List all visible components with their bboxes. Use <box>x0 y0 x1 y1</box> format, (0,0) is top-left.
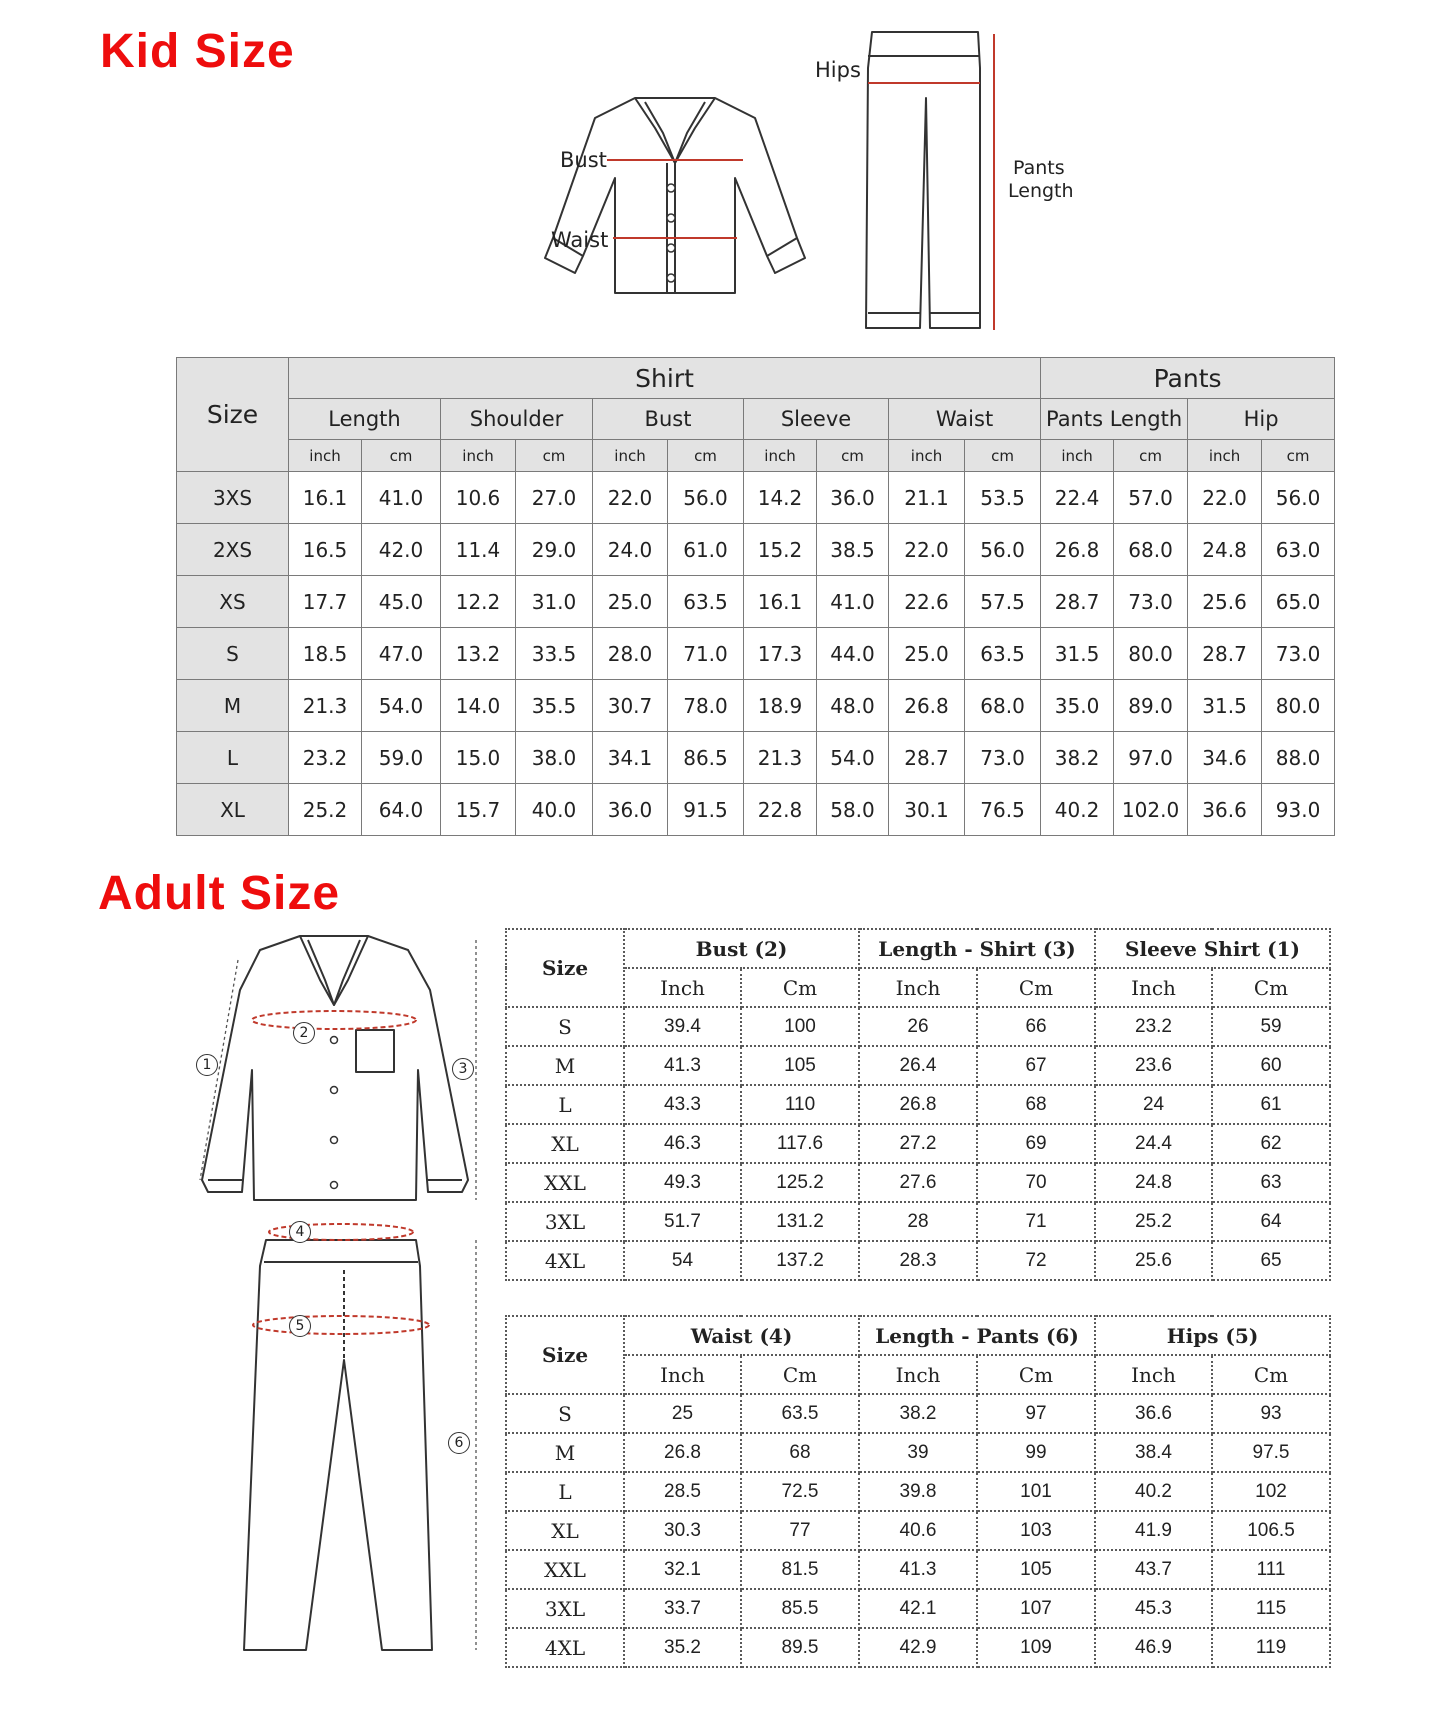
table-row <box>506 1472 1330 1511</box>
kid-value-cell: 73.0 <box>1114 576 1188 628</box>
adult-size-cell: XXL <box>506 1550 624 1589</box>
kid-value-cell: 22.4 <box>1041 472 1114 524</box>
adult-value-cell: 97.5 <box>1212 1433 1330 1472</box>
adult-unit-inch: Inch <box>859 968 977 1007</box>
adult-size-cell: S <box>506 1394 624 1433</box>
adult-unit-inch: Inch <box>624 968 741 1007</box>
kid-value-cell: 17.3 <box>744 628 817 680</box>
pajama-set-illustration-icon <box>180 930 490 1670</box>
adult-size-cell: 3XL <box>506 1202 624 1241</box>
table-row <box>177 732 1335 784</box>
adult-value-cell: 46.9 <box>1095 1628 1212 1667</box>
kid-value-cell: 17.7 <box>289 576 362 628</box>
kid-value-cell: 42.0 <box>362 524 441 576</box>
adult-shirt-size-table <box>505 928 1331 1281</box>
kid-unit-cm: cm <box>668 440 744 472</box>
kid-unit-inch: inch <box>744 440 817 472</box>
adult-unit-inch: Inch <box>624 1355 741 1394</box>
adult-value-cell: 89.5 <box>741 1628 859 1667</box>
kid-value-cell: 89.0 <box>1114 680 1188 732</box>
adult-value-cell: 119 <box>1212 1628 1330 1667</box>
kid-value-cell: 58.0 <box>817 784 889 836</box>
kid-value-cell: 53.5 <box>965 472 1041 524</box>
table-row <box>177 524 1335 576</box>
adult-unit-cm: Cm <box>741 968 859 1007</box>
kid-value-cell: 91.5 <box>668 784 744 836</box>
kid-value-cell: 41.0 <box>362 472 441 524</box>
kid-pants-length-label-line1: Pants <box>1013 157 1065 179</box>
kid-unit-cm: cm <box>1262 440 1335 472</box>
adult-col-bust: Bust (2) <box>624 929 859 968</box>
table-row <box>177 680 1335 732</box>
kid-value-cell: 33.5 <box>516 628 593 680</box>
kid-value-cell: 93.0 <box>1262 784 1335 836</box>
kid-waist-label: Waist <box>551 228 609 252</box>
adult-value-cell: 40.2 <box>1095 1472 1212 1511</box>
kid-value-cell: 71.0 <box>668 628 744 680</box>
kid-unit-inch: inch <box>1041 440 1114 472</box>
adult-value-cell: 81.5 <box>741 1550 859 1589</box>
marker-6-icon: 6 <box>448 1432 470 1454</box>
kid-value-cell: 76.5 <box>965 784 1041 836</box>
table-row <box>506 1550 1330 1589</box>
kid-value-cell: 30.7 <box>593 680 668 732</box>
kid-value-cell: 24.0 <box>593 524 668 576</box>
adult-value-cell: 93 <box>1212 1394 1330 1433</box>
adult-col-sleeve-shirt: Sleeve Shirt (1) <box>1095 929 1330 968</box>
kid-unit-inch: inch <box>289 440 362 472</box>
adult-value-cell: 35.2 <box>624 1628 741 1667</box>
shirt-illustration-icon <box>535 88 815 298</box>
kid-value-cell: 40.2 <box>1041 784 1114 836</box>
table-row <box>506 1163 1330 1202</box>
adult-size-cell: XXL <box>506 1163 624 1202</box>
table-row <box>506 1007 1330 1046</box>
kid-value-cell: 14.2 <box>744 472 817 524</box>
kid-value-cell: 45.0 <box>362 576 441 628</box>
adult-value-cell: 42.1 <box>859 1589 977 1628</box>
kid-value-cell: 16.1 <box>289 472 362 524</box>
adult-value-cell: 102 <box>1212 1472 1330 1511</box>
kid-value-cell: 22.0 <box>1188 472 1262 524</box>
kid-value-cell: 86.5 <box>668 732 744 784</box>
kid-value-cell: 21.3 <box>744 732 817 784</box>
kid-value-cell: 13.2 <box>441 628 516 680</box>
kid-value-cell: 68.0 <box>965 680 1041 732</box>
adult-value-cell: 28.5 <box>624 1472 741 1511</box>
kid-unit-inch: inch <box>1188 440 1262 472</box>
table-row <box>177 472 1335 524</box>
adult-value-cell: 30.3 <box>624 1511 741 1550</box>
adult-value-cell: 36.6 <box>1095 1394 1212 1433</box>
adult-value-cell: 28 <box>859 1202 977 1241</box>
adult-value-cell: 101 <box>977 1472 1095 1511</box>
kid-size-cell: XL <box>177 784 289 836</box>
kid-unit-cm: cm <box>965 440 1041 472</box>
kid-unit-cm: cm <box>817 440 889 472</box>
kid-size-title: Kid Size <box>100 25 295 78</box>
table-row <box>506 1202 1330 1241</box>
kid-value-cell: 22.0 <box>889 524 965 576</box>
kid-value-cell: 25.6 <box>1188 576 1262 628</box>
kid-col-length: Length <box>289 399 441 440</box>
adult-value-cell: 97 <box>977 1394 1095 1433</box>
adult-value-cell: 28.3 <box>859 1241 977 1280</box>
table-row <box>506 1124 1330 1163</box>
adult-value-cell: 64 <box>1212 1202 1330 1241</box>
kid-value-cell: 63.5 <box>668 576 744 628</box>
adult-value-cell: 41.3 <box>624 1046 741 1085</box>
kid-value-cell: 22.0 <box>593 472 668 524</box>
adult-value-cell: 70 <box>977 1163 1095 1202</box>
kid-value-cell: 28.0 <box>593 628 668 680</box>
adult-size-cell: S <box>506 1007 624 1046</box>
kid-value-cell: 21.1 <box>889 472 965 524</box>
kid-value-cell: 36.0 <box>593 784 668 836</box>
adult-unit-cm: Cm <box>977 968 1095 1007</box>
table-row <box>506 1628 1330 1667</box>
kid-value-cell: 38.5 <box>817 524 889 576</box>
kid-value-cell: 54.0 <box>362 680 441 732</box>
adult-value-cell: 67 <box>977 1046 1095 1085</box>
kid-value-cell: 57.0 <box>1114 472 1188 524</box>
kid-value-cell: 15.2 <box>744 524 817 576</box>
table-row <box>506 1085 1330 1124</box>
kid-value-cell: 63.5 <box>965 628 1041 680</box>
adult-value-cell: 105 <box>741 1046 859 1085</box>
kid-pants-diagram <box>860 28 1010 340</box>
adult-value-cell: 27.2 <box>859 1124 977 1163</box>
kid-value-cell: 61.0 <box>668 524 744 576</box>
adult-value-cell: 65 <box>1212 1241 1330 1280</box>
adult-value-cell: 41.3 <box>859 1550 977 1589</box>
table-row <box>506 1511 1330 1550</box>
kid-size-cell: L <box>177 732 289 784</box>
adult-value-cell: 105 <box>977 1550 1095 1589</box>
adult-value-cell: 45.3 <box>1095 1589 1212 1628</box>
kid-value-cell: 40.0 <box>516 784 593 836</box>
kid-value-cell: 15.0 <box>441 732 516 784</box>
kid-pants-group-header: Pants <box>1041 358 1335 399</box>
adult-value-cell: 51.7 <box>624 1202 741 1241</box>
adult-size-cell: XL <box>506 1124 624 1163</box>
adult-value-cell: 131.2 <box>741 1202 859 1241</box>
adult-col-waist: Waist (4) <box>624 1316 859 1355</box>
adult-value-cell: 24 <box>1095 1085 1212 1124</box>
table-row <box>506 1589 1330 1628</box>
adult-value-cell: 109 <box>977 1628 1095 1667</box>
kid-size-header: Size <box>177 358 289 472</box>
adult-value-cell: 125.2 <box>741 1163 859 1202</box>
kid-size-cell: 2XS <box>177 524 289 576</box>
adult-value-cell: 66 <box>977 1007 1095 1046</box>
kid-value-cell: 97.0 <box>1114 732 1188 784</box>
kid-col-bust: Bust <box>593 399 744 440</box>
kid-value-cell: 29.0 <box>516 524 593 576</box>
table-row <box>177 576 1335 628</box>
kid-value-cell: 44.0 <box>817 628 889 680</box>
adult-value-cell: 106.5 <box>1212 1511 1330 1550</box>
kid-value-cell: 12.2 <box>441 576 516 628</box>
kid-value-cell: 15.7 <box>441 784 516 836</box>
table-row <box>177 628 1335 680</box>
kid-col-hip: Hip <box>1188 399 1335 440</box>
kid-value-cell: 54.0 <box>817 732 889 784</box>
kid-value-cell: 23.2 <box>289 732 362 784</box>
adult-value-cell: 85.5 <box>741 1589 859 1628</box>
kid-unit-cm: cm <box>362 440 441 472</box>
kid-shirt-diagram <box>535 88 815 298</box>
kid-unit-inch: inch <box>889 440 965 472</box>
kid-value-cell: 68.0 <box>1114 524 1188 576</box>
adult-value-cell: 26.8 <box>859 1085 977 1124</box>
kid-value-cell: 65.0 <box>1262 576 1335 628</box>
marker-5-icon: 5 <box>289 1315 311 1337</box>
kid-value-cell: 35.0 <box>1041 680 1114 732</box>
kid-unit-cm: cm <box>1114 440 1188 472</box>
kid-value-cell: 73.0 <box>1262 628 1335 680</box>
kid-value-cell: 36.6 <box>1188 784 1262 836</box>
marker-1-icon: 1 <box>196 1054 218 1076</box>
kid-size-cell: 3XS <box>177 472 289 524</box>
adult-size-cell: 3XL <box>506 1589 624 1628</box>
kid-value-cell: 22.6 <box>889 576 965 628</box>
adult-value-cell: 60 <box>1212 1046 1330 1085</box>
adult-value-cell: 77 <box>741 1511 859 1550</box>
adult-pajama-diagram <box>180 930 490 1670</box>
kid-value-cell: 88.0 <box>1262 732 1335 784</box>
adult-col-length-pants: Length - Pants (6) <box>859 1316 1095 1355</box>
kid-value-cell: 25.0 <box>889 628 965 680</box>
adult-value-cell: 43.7 <box>1095 1550 1212 1589</box>
kid-value-cell: 47.0 <box>362 628 441 680</box>
kid-value-cell: 22.8 <box>744 784 817 836</box>
adult-value-cell: 99 <box>977 1433 1095 1472</box>
adult-value-cell: 59 <box>1212 1007 1330 1046</box>
kid-bust-label: Bust <box>560 148 607 172</box>
adult-value-cell: 61 <box>1212 1085 1330 1124</box>
adult-value-cell: 38.4 <box>1095 1433 1212 1472</box>
table-row <box>177 784 1335 836</box>
kid-value-cell: 56.0 <box>668 472 744 524</box>
kid-value-cell: 18.9 <box>744 680 817 732</box>
kid-value-cell: 28.7 <box>889 732 965 784</box>
adult-size-cell: M <box>506 1046 624 1085</box>
kid-col-shoulder: Shoulder <box>441 399 593 440</box>
adult-unit-cm: Cm <box>1212 968 1330 1007</box>
adult-value-cell: 42.9 <box>859 1628 977 1667</box>
adult-value-cell: 63 <box>1212 1163 1330 1202</box>
adult-value-cell: 33.7 <box>624 1589 741 1628</box>
adult-col-hips: Hips (5) <box>1095 1316 1330 1355</box>
kid-value-cell: 10.6 <box>441 472 516 524</box>
adult-value-cell: 62 <box>1212 1124 1330 1163</box>
adult-value-cell: 25 <box>624 1394 741 1433</box>
adult-value-cell: 69 <box>977 1124 1095 1163</box>
adult-value-cell: 39.8 <box>859 1472 977 1511</box>
adult-value-cell: 111 <box>1212 1550 1330 1589</box>
adult-unit-inch: Inch <box>859 1355 977 1394</box>
table-row <box>506 1241 1330 1280</box>
kid-value-cell: 31.5 <box>1188 680 1262 732</box>
adult-size-header: Size <box>506 1316 624 1394</box>
kid-value-cell: 14.0 <box>441 680 516 732</box>
kid-value-cell: 36.0 <box>817 472 889 524</box>
adult-value-cell: 32.1 <box>624 1550 741 1589</box>
adult-size-cell: L <box>506 1085 624 1124</box>
kid-value-cell: 102.0 <box>1114 784 1188 836</box>
kid-value-cell: 56.0 <box>965 524 1041 576</box>
adult-pants-size-table <box>505 1315 1331 1668</box>
adult-value-cell: 137.2 <box>741 1241 859 1280</box>
adult-unit-cm: Cm <box>977 1355 1095 1394</box>
kid-value-cell: 57.5 <box>965 576 1041 628</box>
kid-value-cell: 35.5 <box>516 680 593 732</box>
adult-value-cell: 46.3 <box>624 1124 741 1163</box>
adult-value-cell: 72 <box>977 1241 1095 1280</box>
kid-size-table <box>176 357 1335 836</box>
adult-size-cell: XL <box>506 1511 624 1550</box>
kid-value-cell: 28.7 <box>1188 628 1262 680</box>
adult-value-cell: 117.6 <box>741 1124 859 1163</box>
table-row <box>506 1046 1330 1085</box>
kid-value-cell: 78.0 <box>668 680 744 732</box>
kid-value-cell: 16.1 <box>744 576 817 628</box>
adult-value-cell: 72.5 <box>741 1472 859 1511</box>
marker-3-icon: 3 <box>452 1058 474 1080</box>
kid-value-cell: 16.5 <box>289 524 362 576</box>
kid-col-waist: Waist <box>889 399 1041 440</box>
kid-value-cell: 11.4 <box>441 524 516 576</box>
kid-value-cell: 31.0 <box>516 576 593 628</box>
adult-size-cell: M <box>506 1433 624 1472</box>
adult-value-cell: 24.8 <box>1095 1163 1212 1202</box>
adult-value-cell: 103 <box>977 1511 1095 1550</box>
adult-value-cell: 110 <box>741 1085 859 1124</box>
kid-size-cell: M <box>177 680 289 732</box>
kid-value-cell: 28.7 <box>1041 576 1114 628</box>
adult-value-cell: 23.6 <box>1095 1046 1212 1085</box>
kid-value-cell: 80.0 <box>1114 628 1188 680</box>
adult-value-cell: 63.5 <box>741 1394 859 1433</box>
adult-value-cell: 39.4 <box>624 1007 741 1046</box>
adult-value-cell: 24.4 <box>1095 1124 1212 1163</box>
table-row <box>506 1433 1330 1472</box>
kid-value-cell: 31.5 <box>1041 628 1114 680</box>
kid-value-cell: 27.0 <box>516 472 593 524</box>
kid-col-sleeve: Sleeve <box>744 399 889 440</box>
adult-value-cell: 25.6 <box>1095 1241 1212 1280</box>
adult-size-header: Size <box>506 929 624 1007</box>
kid-value-cell: 48.0 <box>817 680 889 732</box>
adult-col-length-shirt: Length - Shirt (3) <box>859 929 1095 968</box>
adult-unit-inch: Inch <box>1095 968 1212 1007</box>
kid-value-cell: 38.2 <box>1041 732 1114 784</box>
adult-value-cell: 100 <box>741 1007 859 1046</box>
adult-value-cell: 71 <box>977 1202 1095 1241</box>
kid-value-cell: 26.8 <box>1041 524 1114 576</box>
kid-value-cell: 34.6 <box>1188 732 1262 784</box>
adult-size-title: Adult Size <box>98 867 341 920</box>
kid-value-cell: 59.0 <box>362 732 441 784</box>
kid-value-cell: 25.0 <box>593 576 668 628</box>
adult-value-cell: 40.6 <box>859 1511 977 1550</box>
adult-unit-inch: Inch <box>1095 1355 1212 1394</box>
kid-value-cell: 25.2 <box>289 784 362 836</box>
kid-value-cell: 64.0 <box>362 784 441 836</box>
adult-value-cell: 26 <box>859 1007 977 1046</box>
kid-value-cell: 63.0 <box>1262 524 1335 576</box>
adult-value-cell: 38.2 <box>859 1394 977 1433</box>
kid-value-cell: 73.0 <box>965 732 1041 784</box>
kid-shirt-group-header: Shirt <box>289 358 1041 399</box>
adult-value-cell: 115 <box>1212 1589 1330 1628</box>
adult-value-cell: 26.4 <box>859 1046 977 1085</box>
kid-value-cell: 56.0 <box>1262 472 1335 524</box>
adult-size-cell: L <box>506 1472 624 1511</box>
adult-value-cell: 27.6 <box>859 1163 977 1202</box>
adult-value-cell: 68 <box>977 1085 1095 1124</box>
kid-unit-inch: inch <box>593 440 668 472</box>
adult-value-cell: 68 <box>741 1433 859 1472</box>
table-row <box>506 1394 1330 1433</box>
adult-value-cell: 39 <box>859 1433 977 1472</box>
adult-value-cell: 25.2 <box>1095 1202 1212 1241</box>
kid-pants-length-label-line2: Length <box>1008 180 1074 202</box>
kid-value-cell: 34.1 <box>593 732 668 784</box>
adult-size-cell: 4XL <box>506 1241 624 1280</box>
kid-value-cell: 41.0 <box>817 576 889 628</box>
adult-value-cell: 49.3 <box>624 1163 741 1202</box>
kid-value-cell: 38.0 <box>516 732 593 784</box>
kid-size-cell: XS <box>177 576 289 628</box>
kid-value-cell: 24.8 <box>1188 524 1262 576</box>
adult-value-cell: 43.3 <box>624 1085 741 1124</box>
adult-unit-cm: Cm <box>1212 1355 1330 1394</box>
adult-value-cell: 26.8 <box>624 1433 741 1472</box>
marker-4-icon: 4 <box>289 1221 311 1243</box>
marker-2-icon: 2 <box>293 1022 315 1044</box>
adult-unit-cm: Cm <box>741 1355 859 1394</box>
kid-hips-label: Hips <box>815 58 861 82</box>
kid-value-cell: 26.8 <box>889 680 965 732</box>
kid-unit-cm: cm <box>516 440 593 472</box>
kid-value-cell: 21.3 <box>289 680 362 732</box>
adult-value-cell: 54 <box>624 1241 741 1280</box>
pants-illustration-icon <box>860 28 1010 340</box>
adult-value-cell: 23.2 <box>1095 1007 1212 1046</box>
kid-value-cell: 18.5 <box>289 628 362 680</box>
kid-value-cell: 80.0 <box>1262 680 1335 732</box>
kid-unit-inch: inch <box>441 440 516 472</box>
adult-value-cell: 41.9 <box>1095 1511 1212 1550</box>
adult-value-cell: 107 <box>977 1589 1095 1628</box>
kid-col-pants-length: Pants Length <box>1041 399 1188 440</box>
kid-size-cell: S <box>177 628 289 680</box>
adult-size-cell: 4XL <box>506 1628 624 1667</box>
kid-value-cell: 30.1 <box>889 784 965 836</box>
